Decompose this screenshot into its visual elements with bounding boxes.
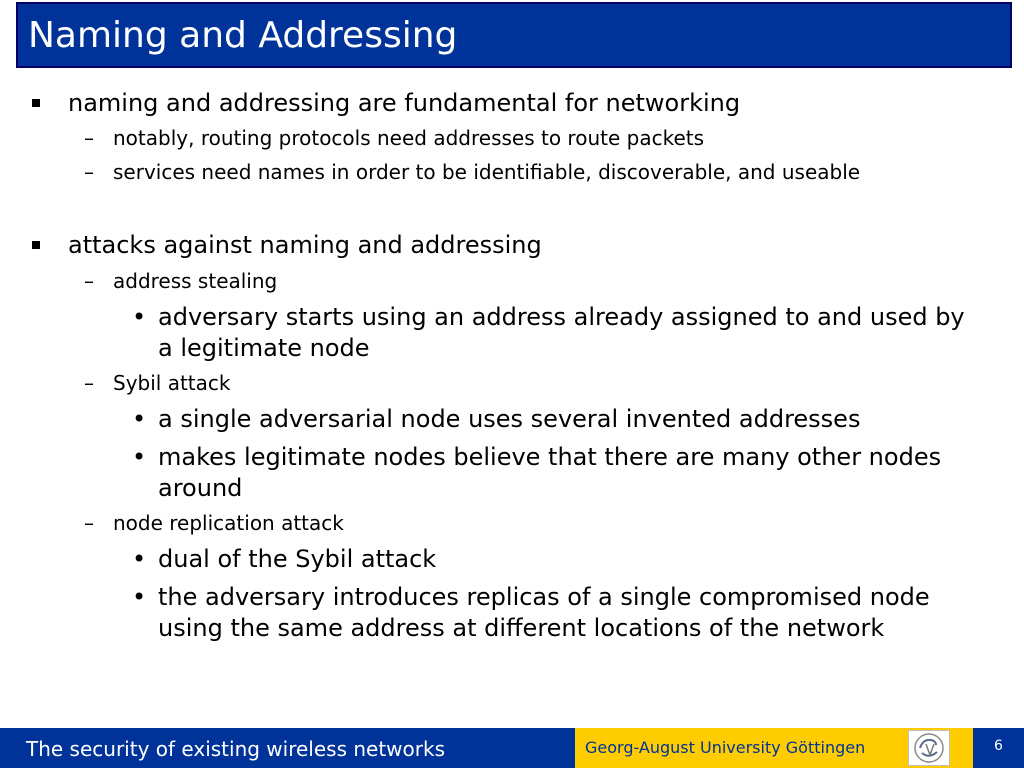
dash-marker: – bbox=[84, 269, 94, 293]
sub-sub-bullet-text: using the same address at different locations of the network bbox=[158, 614, 885, 642]
dash-marker: – bbox=[84, 160, 94, 184]
sub-sub-bullet-text: dual of the Sybil attack bbox=[158, 545, 437, 573]
sub-sub-bullet-text: around bbox=[158, 474, 243, 502]
university-seal-icon bbox=[908, 730, 950, 766]
course-title: The security of existing wireless networks bbox=[26, 737, 445, 761]
bullet-text: attacks against naming and addressing bbox=[68, 231, 542, 259]
sub-sub-bullet-text: a legitimate node bbox=[158, 334, 370, 362]
dot-marker: • bbox=[132, 303, 147, 331]
footer-course-bar bbox=[0, 728, 575, 768]
sub-sub-bullet-text: makes legitimate nodes believe that there are many other nodes bbox=[158, 443, 942, 471]
university-name: Georg-August University Göttingen bbox=[585, 738, 866, 757]
sub-bullet-text: notably, routing protocols need addresses to route packets bbox=[113, 126, 705, 150]
dash-marker: – bbox=[84, 511, 94, 535]
square-bullet-icon bbox=[32, 241, 40, 249]
sub-sub-bullet-text: a single adversarial node uses several invented addresses bbox=[158, 405, 861, 433]
sub-bullet-text: node replication attack bbox=[113, 511, 344, 535]
dash-marker: – bbox=[84, 371, 94, 395]
dash-marker: – bbox=[84, 126, 94, 150]
sub-bullet-text: address stealing bbox=[113, 269, 278, 293]
dot-marker: • bbox=[132, 583, 147, 611]
dot-marker: • bbox=[132, 545, 147, 573]
dot-marker: • bbox=[132, 443, 147, 471]
dot-marker: • bbox=[132, 405, 147, 433]
slide-title: Naming and Addressing bbox=[28, 15, 458, 56]
bullet-text: naming and addressing are fundamental for networking bbox=[68, 89, 741, 117]
slide-number: 6 bbox=[994, 738, 1003, 754]
sub-sub-bullet-text: adversary starts using an address already assigned to and used by bbox=[158, 303, 965, 331]
square-bullet-icon bbox=[32, 99, 40, 107]
sub-bullet-text: services need names in order to be identifiable, discoverable, and useable bbox=[113, 160, 861, 184]
sub-bullet-text: Sybil attack bbox=[113, 371, 231, 395]
sub-sub-bullet-text: the adversary introduces replicas of a single compromised node bbox=[158, 583, 930, 611]
footer-university-bar bbox=[575, 728, 1024, 768]
slide-number-box bbox=[973, 728, 1024, 768]
